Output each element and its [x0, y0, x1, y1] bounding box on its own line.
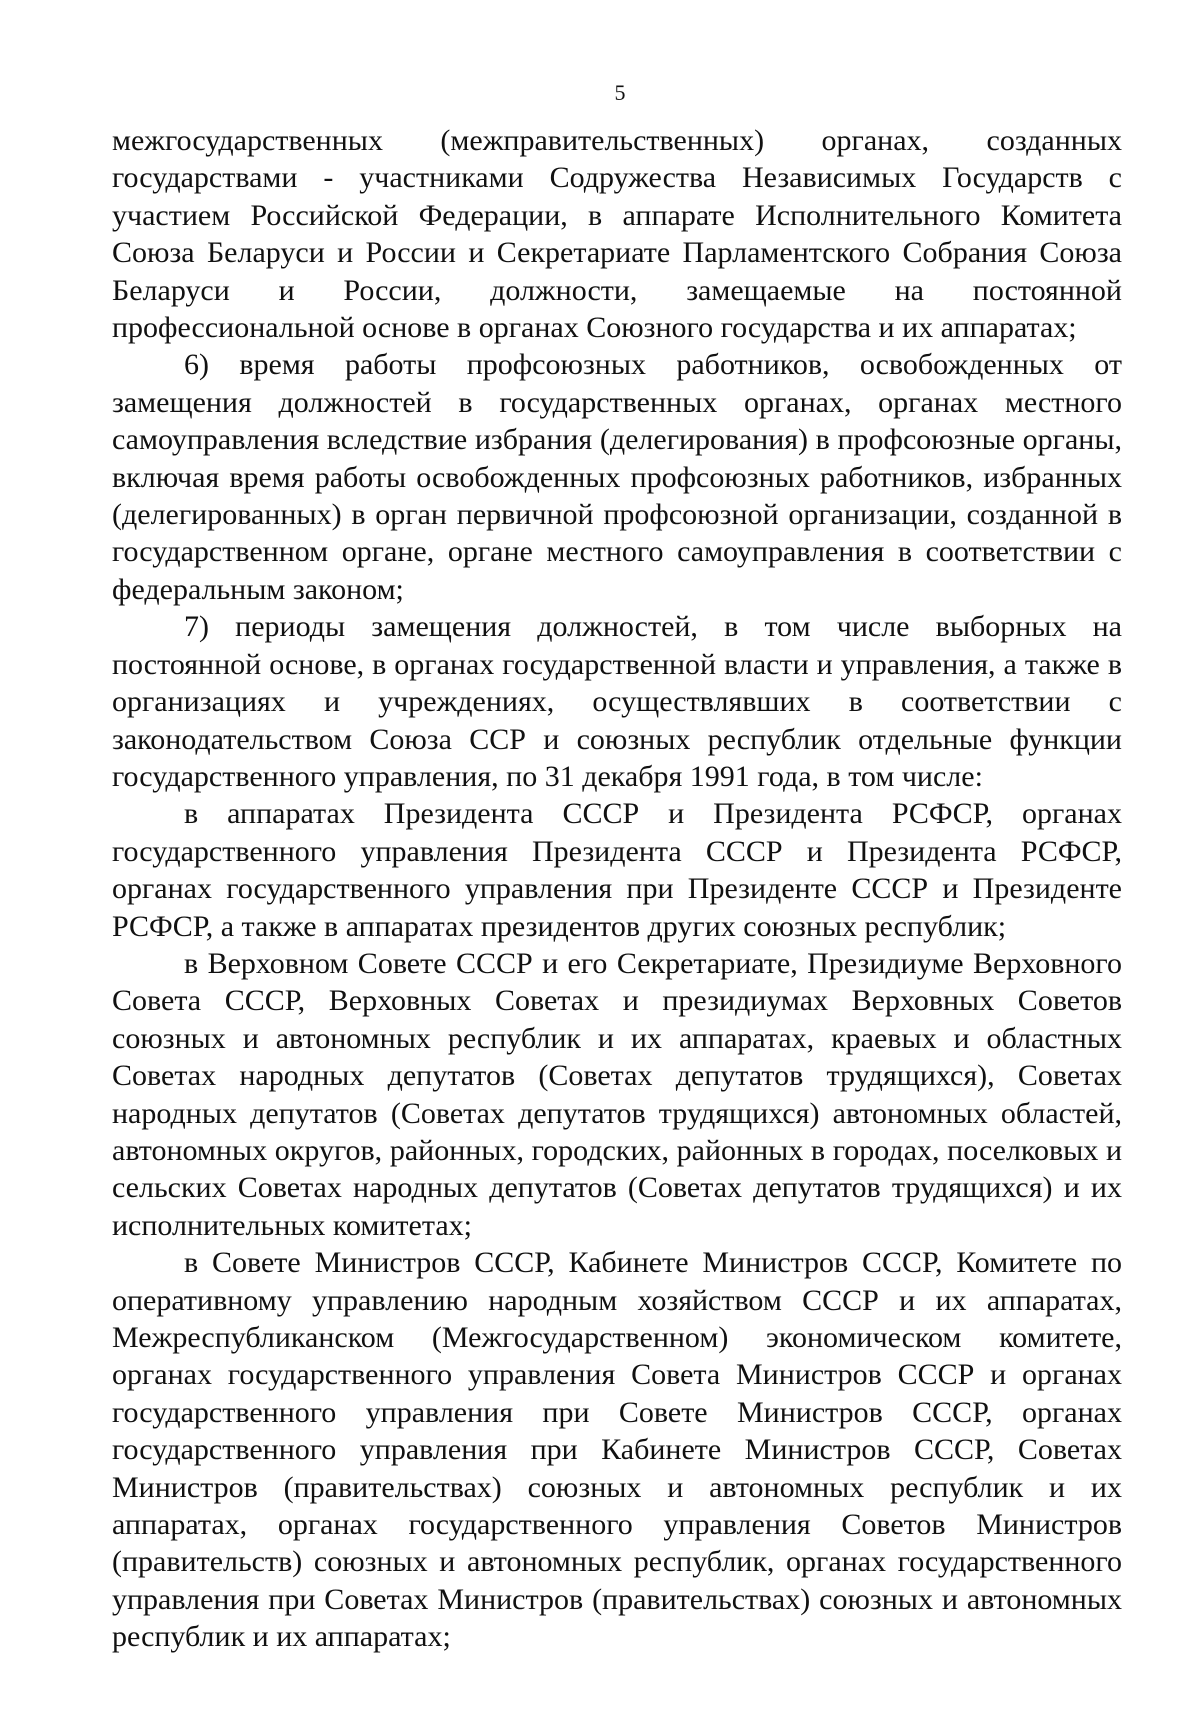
paragraph-supreme-soviet: в Верховном Совете СССР и его Секретариате, Президиуме Верховного Совета СССР, Верховных Советах и президиумах Верховных Советов союзных и автономных республик и их аппаратах, краевых и областных Советах народных депутатов (Советах депутатов трудящихся), Советах народных депутатов (Советах депутатов трудящихся) автономных областей, автономных округов, районных, городских, районных в городах, поселковых и сельских Советах народных депутатов (Советах депутатов трудящихся) и их исполнительных комитетах; [112, 946, 1122, 1242]
page-number: 5 [614, 80, 626, 105]
paragraph-continuation: межгосударственных (межправительственных) органах, созданных государствами - участниками Содружества Независимых Государств с участием Российской Федерации, в аппарате Исполнительного Комитета Союза Беларуси и России и Секретариате Парламентского Собрания Союза Беларуси и России, должности, замещаемые на постоянной профессиональной основе в органах Союзного государства и их аппаратах; [112, 124, 1122, 345]
paragraph-item-6: 6) время работы профсоюзных работников, освобожденных от замещения должностей в государственных органах, органах местного самоуправления вследствие избрания (делегирования) в профсоюзные органы, включая время работы освобожденных профсоюзных работников, избранных (делегированных) в орган первичной профсоюзной организации, созданной в государственном органе, органе местного самоуправления в соответствии с федеральным законом; [112, 348, 1122, 606]
paragraph-council-of-ministers: в Совете Министров СССР, Кабинете Министров СССР, Комитете по оперативному управлению народным хозяйством СССР и их аппаратах, Межреспубликанском (Межгосударственном) экономическом комитете, органах государственного управления Совета Министров СССР и органах государственного управления при Совете Министров СССР, органах государственного управления при Кабинете Министров СССР, Советах Министров (правительствах) союзных и автономных республик и их аппаратах, органах государственного управления Советов Министров (правительств) союзных и автономных республик, органах государственного управления при Советах Министров (правительствах) союзных и автономных республик и их аппаратах; [112, 1246, 1122, 1654]
document-body [112, 122, 1122, 1656]
paragraph-president-apparatus: в аппаратах Президента СССР и Президента РСФСР, органах государственного управления Президента СССР и Президента РСФСР, органах государственного управления при Президенте СССР и Президенте РСФСР, а также в аппаратах президентов других союзных республик; [112, 797, 1122, 943]
paragraph-item-7: 7) периоды замещения должностей, в том числе выборных на постоянной основе, в органах государственной власти и управления, а также в организациях и учреждениях, осуществлявших в соответствии с законодательством Союза ССР и союзных республик отдельные функции государственного управления, по 31 декабря 1991 года, в том числе: [112, 610, 1122, 793]
